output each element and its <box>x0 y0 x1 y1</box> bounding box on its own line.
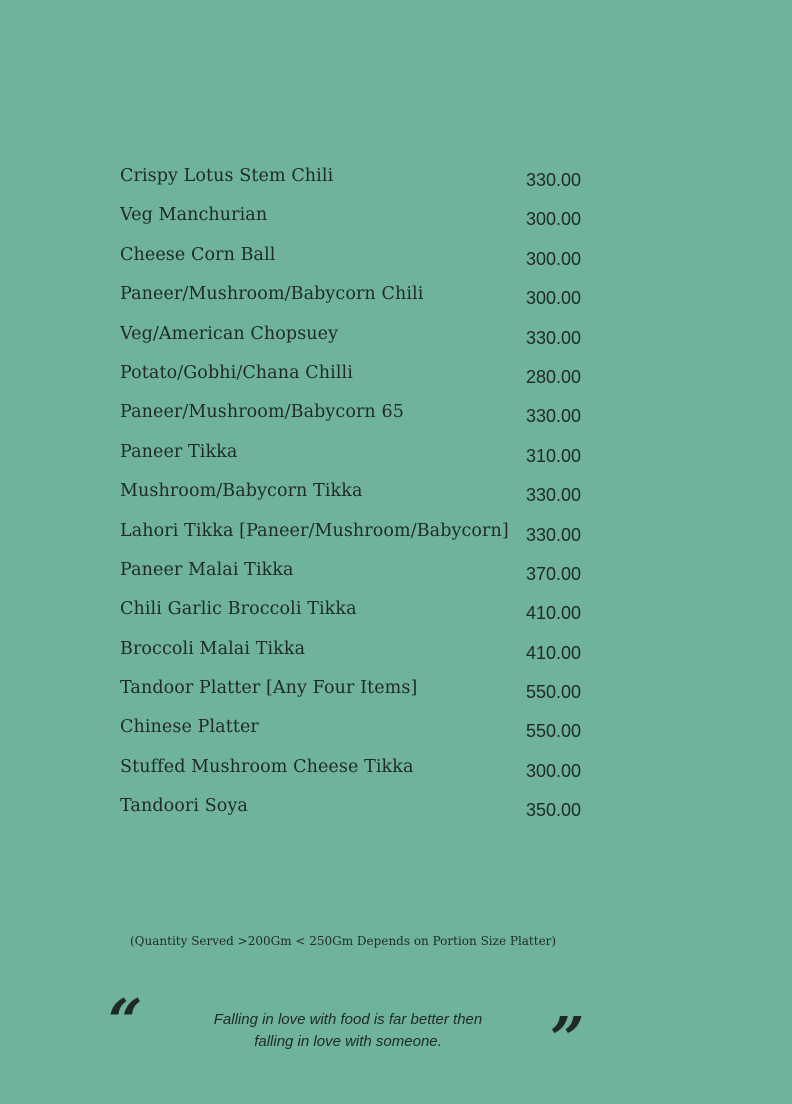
item-price: 300.00 <box>526 248 582 269</box>
item-price: 330.00 <box>526 327 582 348</box>
menu-item <box>120 166 590 205</box>
item-price: 310.00 <box>526 445 582 466</box>
item-name: Potato/Gobhi/Chana Chilli <box>120 362 353 383</box>
menu-item <box>120 796 590 835</box>
item-price: 350.00 <box>526 800 582 821</box>
item-price: 370.00 <box>526 563 582 584</box>
menu-item <box>120 599 590 638</box>
quote-text <box>190 1009 506 1053</box>
menu-item <box>120 442 590 481</box>
menu-item <box>120 284 590 323</box>
item-name: Crispy Lotus Stem Chili <box>120 166 334 186</box>
item-price: 410.00 <box>526 642 582 663</box>
item-name: Chinese Platter <box>120 717 259 738</box>
menu-item <box>120 245 590 284</box>
item-price: 550.00 <box>526 682 582 703</box>
item-name: Stuffed Mushroom Cheese Tikka <box>120 756 414 777</box>
item-name: Cheese Corn Ball <box>120 244 276 265</box>
item-price: 330.00 <box>526 406 582 427</box>
open-quote-icon: “ <box>108 987 143 1057</box>
item-name: Veg Manchurian <box>120 205 268 226</box>
quote-line: Falling in love with food is far better then <box>213 1011 483 1028</box>
menu-item <box>120 560 590 599</box>
menu-item <box>120 402 590 441</box>
menu-list <box>120 166 590 836</box>
item-name: Veg/American Chopsuey <box>120 323 339 344</box>
item-price: 300.00 <box>526 760 582 781</box>
item-price: 300.00 <box>526 209 582 230</box>
item-name: Paneer Malai Tikka <box>120 559 294 580</box>
menu-item <box>120 363 590 402</box>
item-price: 330.00 <box>526 524 582 545</box>
close-quote-icon: ” <box>550 1005 585 1075</box>
item-name: Paneer Tikka <box>120 441 238 462</box>
quote-line: falling in love with someone. <box>254 1033 442 1050</box>
item-name: Tandoor Platter [Any Four Items] <box>120 678 418 699</box>
item-name: Tandoori Soya <box>120 796 248 817</box>
item-price: 330.00 <box>526 485 582 506</box>
menu-item <box>120 481 590 520</box>
item-name: Paneer/Mushroom/Babycorn 65 <box>120 402 404 423</box>
menu-item <box>120 678 590 717</box>
menu-item <box>120 717 590 756</box>
item-price: 550.00 <box>526 721 582 742</box>
item-name: Lahori Tikka [Paneer/Mushroom/Babycorn] <box>120 520 509 541</box>
item-name: Mushroom/Babycorn Tikka <box>120 481 363 502</box>
item-price: 410.00 <box>526 603 582 624</box>
menu-item <box>120 324 590 363</box>
menu-item <box>120 521 590 560</box>
menu-item <box>120 205 590 244</box>
item-price: 300.00 <box>526 288 582 309</box>
menu-item <box>120 639 590 678</box>
item-name: Chili Garlic Broccoli Tikka <box>120 599 357 620</box>
item-price: 330.00 <box>526 170 582 190</box>
item-price: 280.00 <box>526 366 582 387</box>
item-name: Paneer/Mushroom/Babycorn Chili <box>120 284 424 305</box>
item-name: Broccoli Malai Tikka <box>120 638 306 659</box>
menu-item <box>120 757 590 796</box>
quantity-note: (Quantity Served >200Gm < 250Gm Depends on Portion Size Platter) <box>130 934 557 948</box>
